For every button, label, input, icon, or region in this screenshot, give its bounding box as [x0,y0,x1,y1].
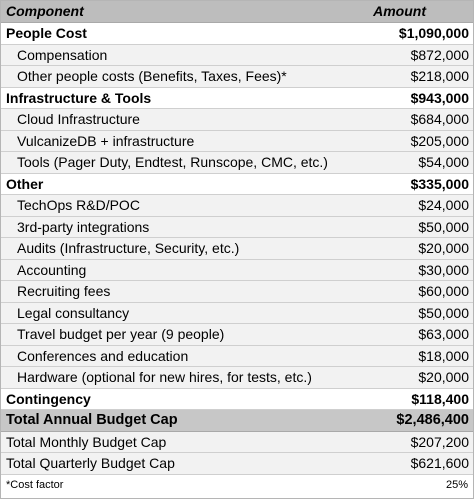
table-row [1,238,473,260]
table-row [1,109,473,131]
row-label: TechOps R&D/POC [17,197,140,213]
row-amount: $684,000 [410,111,469,127]
row-label: Other [6,175,44,192]
row-amount: $30,000 [418,261,469,278]
row-label: 3rd-party integrations [17,218,150,235]
row-label: VulcanizeDB + infrastructure [17,132,195,149]
section-row [1,389,473,411]
row-amount: $1,090,000 [398,25,469,41]
row-label: Audits (Infrastructure, Security, etc.) [17,240,240,256]
row-amount: $943,000 [410,89,469,106]
row-label: Legal consultancy [17,304,130,321]
section-row [1,88,473,110]
table-row [1,346,473,368]
row-amount: $24,000 [418,197,469,213]
table-row [1,432,473,454]
row-amount: $20,000 [418,369,469,385]
row-label: Tools (Pager Duty, Endtest, Runscope, CMC, etc.) [17,154,328,170]
row-label: *Cost factor [6,478,64,491]
header-component: Component [6,3,84,19]
row-amount: $118,400 [411,390,469,407]
row-label: Cloud Infrastructure [17,111,140,127]
table-row [1,303,473,325]
table-row [1,281,473,303]
row-label: Total Quarterly Budget Cap [6,455,175,471]
footnote-row [1,475,473,497]
table-header [1,1,473,23]
row-amount: $50,000 [418,304,469,321]
table-row [1,367,473,389]
row-label: Infrastructure & Tools [6,89,152,106]
row-label: Other people costs (Benefits, Taxes, Fees)* [17,68,287,84]
table-row [1,152,473,174]
table-row [1,217,473,239]
row-label: Total Monthly Budget Cap [6,433,167,450]
table-row [1,45,473,67]
row-amount: $60,000 [418,283,469,299]
row-amount: $18,000 [418,347,469,364]
row-amount: $20,000 [418,240,469,256]
table-row [1,195,473,217]
header-amount: Amount [373,3,426,19]
table-row [1,66,473,88]
row-amount: $50,000 [418,218,469,235]
row-amount: $207,200 [410,433,469,450]
row-label: Recruiting fees [17,283,111,299]
row-amount: $54,000 [418,154,469,170]
row-amount: $872,000 [410,46,469,63]
section-row [1,23,473,45]
section-row [1,174,473,196]
total-row [1,410,473,432]
row-label: Compensation [17,46,108,63]
row-label: Travel budget per year (9 people) [17,326,225,342]
table-row [1,131,473,153]
row-amount: $218,000 [410,68,469,84]
row-label: Conferences and education [17,347,189,364]
row-amount: $335,000 [410,175,469,192]
table-row [1,324,473,346]
row-amount: $205,000 [410,132,469,149]
row-label: Total Annual Budget Cap [6,412,178,428]
row-label: Hardware (optional for new hires, for tests, etc.) [17,369,312,385]
row-label: Accounting [17,261,87,278]
table-body [1,23,473,496]
row-amount: $2,486,400 [396,412,469,428]
row-label: Contingency [6,390,91,407]
row-amount: $621,600 [410,455,469,471]
table-row [1,453,473,475]
table-row [1,260,473,282]
row-amount: 25% [445,478,468,491]
row-amount: $63,000 [418,326,469,342]
row-label: People Cost [6,25,87,41]
